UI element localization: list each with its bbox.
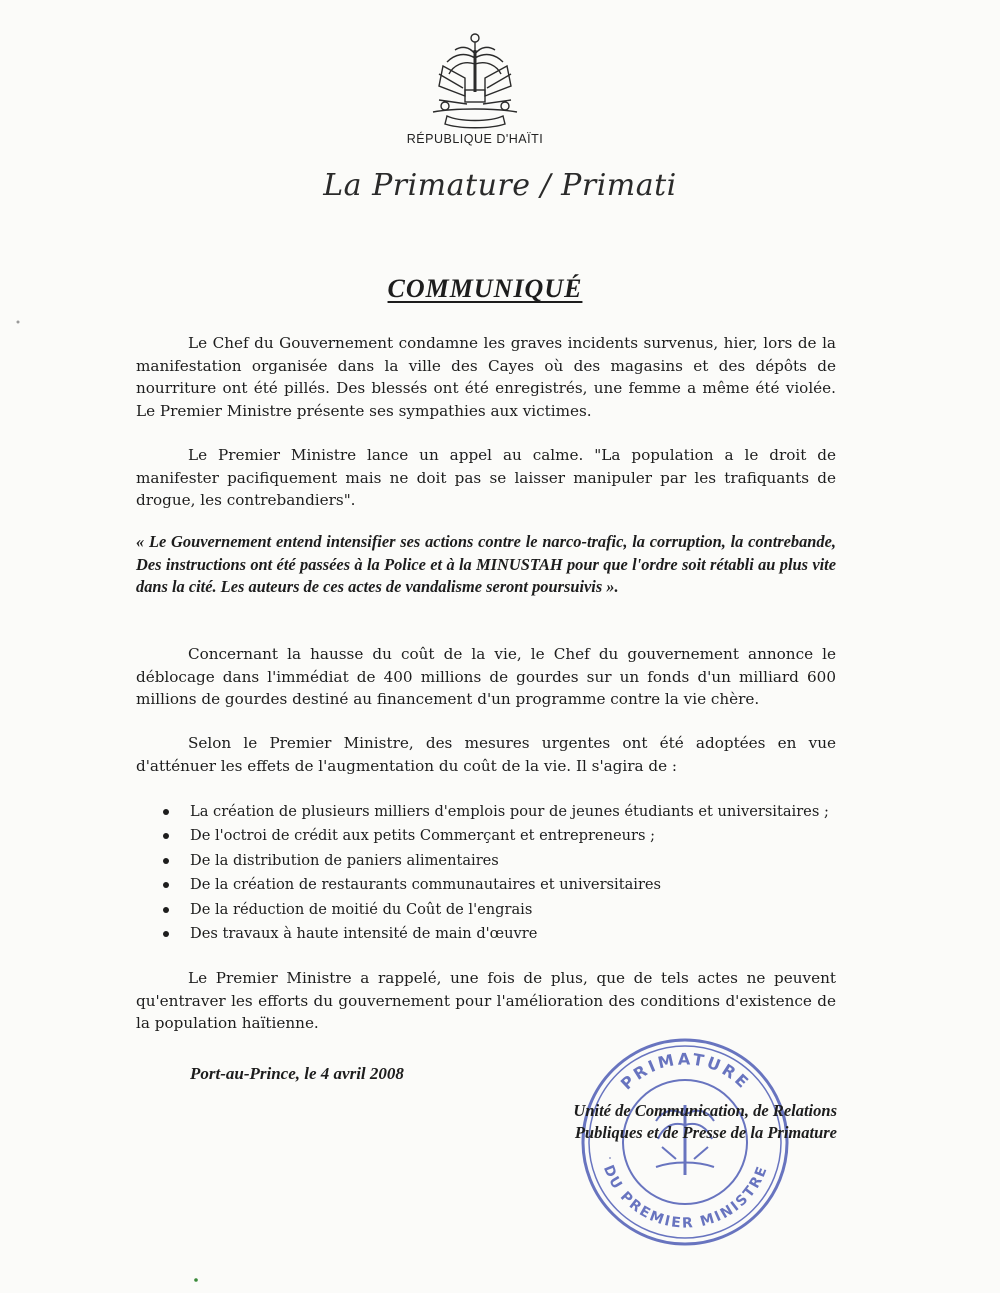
institution-name: La Primature / Primati (323, 168, 677, 203)
country-name: RÉPUBLIQUE D'HAÏTI (406, 132, 544, 146)
paragraph-incidents: Le Chef du Gouvernement condamne les graves incidents survenus, hier, lors de la manifestation organisée dans la ville des Cayes où des magasins et des dépôts de nourriture ont été pillés. Des blessés ont été enregistrés, une femme a même été violée. Le Premier Ministre présente ses sympathies aux victimes. (136, 334, 836, 420)
paragraph-government-quote: « Le Gouvernement entend intensifier ses actions contre le narco-trafic, la corruption, la contrebande, Des instructions ont été passées à la Police et à la MINUSTAH pour que l'ordre soit rétabli au plus vite dans la cité. Les auteurs de ces actes de vandalisme seront poursuivis ». (136, 532, 836, 597)
list-item: De la création de restaurants communautaires et universitaires (160, 873, 840, 897)
paragraph-appeal-calm: Le Premier Ministre lance un appel au calme. "La population a le droit de manifester pacifiquement mais ne doit pas se laisser manipuler par les trafiquants de drogue, les contrebandiers". (136, 446, 836, 510)
stamp-text-bottom: DU PREMIER MINISTRE (599, 1162, 772, 1232)
paragraph-closing: Le Premier Ministre a rappelé, une fois de plus, que de tels actes ne peuvent qu'entraver les efforts du gouvernement pour l'amélioration des conditions d'existence de la population haïtienne. (136, 969, 836, 1033)
paragraph-cost-of-living: Concernant la hausse du coût de la vie, le Chef du gouvernement annonce le déblocage dans l'immédiat de 400 millions de gourdes sur un fonds d'un milliard 600 millions de gourdes destiné au financement d'un programme contre la vie chère. (136, 645, 836, 709)
paragraph-urgent-measures: Selon le Premier Ministre, des mesures urgentes ont été adoptées en vue d'atténuer les effets de l'augmentation du coût de la vie. Il s'agira de : (136, 734, 836, 775)
signature-line: Publiques et de Presse de la Primature (574, 1123, 837, 1142)
list-item: De la réduction de moitié du Coût de l'engrais (160, 898, 840, 922)
list-item: Des travaux à haute intensité de main d'œuvre (160, 922, 840, 946)
document-title: COMMUNIQUÉ (387, 274, 583, 303)
place-and-date: Port-au-Prince, le 4 avril 2008 (190, 1064, 404, 1083)
list-item: La création de plusieurs milliers d'emplois pour de jeunes étudiants et universitaires ; (160, 800, 840, 824)
list-item: De la distribution de paniers alimentaires (160, 849, 840, 873)
signature-line: Unité de Communication, de Relations (573, 1101, 837, 1120)
stamp-text-top: PRIMATURE (616, 1049, 755, 1094)
list-item: De l'octroi de crédit aux petits Commerçant et entrepreneurs ; (160, 824, 840, 848)
